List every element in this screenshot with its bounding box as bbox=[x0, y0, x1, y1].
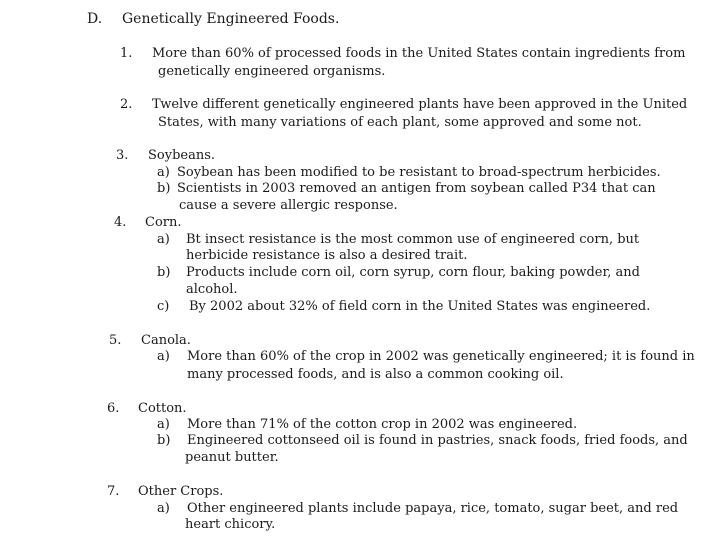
section-title: Genetically Engineered Foods. bbox=[122, 11, 340, 27]
subitem-text-line: many processed foods, and is also a common cooking oil. bbox=[187, 367, 564, 382]
subitem-label: a) bbox=[157, 417, 170, 432]
item-number: 3. bbox=[116, 148, 129, 163]
subitem-text-line: Engineered cottonseed oil is found in pastries, snack foods, fried foods, and bbox=[187, 433, 688, 448]
item-title: Corn. bbox=[145, 215, 182, 230]
item-text-line: States, with many variations of each plant, some approved and some not. bbox=[158, 115, 642, 130]
subitem-text-line: alcohol. bbox=[186, 282, 238, 297]
subitem-label: a) bbox=[157, 349, 170, 364]
item-text-line: Twelve different genetically engineered plants have been approved in the United bbox=[152, 97, 688, 112]
subitem-text-line: More than 60% of the crop in 2002 was genetically engineered; it is found in bbox=[187, 349, 695, 364]
subitem-label: a) bbox=[157, 232, 170, 247]
subitem-text-line: herbicide resistance is also a desired trait. bbox=[186, 248, 468, 263]
item-number: 1. bbox=[120, 46, 133, 61]
subitem-text-line: Scientists in 2003 removed an antigen from soybean called P34 that can bbox=[177, 181, 656, 196]
subitem-text-line: cause a severe allergic response. bbox=[179, 198, 398, 213]
item-title: Cotton. bbox=[138, 401, 187, 416]
subitem-label: b) bbox=[157, 265, 171, 280]
subitem-label: a) bbox=[157, 501, 170, 516]
subitem-text-line: Soybean has been modified to be resistant to broad-spectrum herbicides. bbox=[177, 165, 661, 180]
subitem-label: c) bbox=[157, 299, 170, 314]
subitem-text-line: Other engineered plants include papaya, rice, tomato, sugar beet, and red bbox=[187, 501, 679, 516]
item-number: 7. bbox=[107, 484, 120, 499]
subitem-label: a) bbox=[157, 165, 170, 180]
subitem-text-line: More than 71% of the cotton crop in 2002 was engineered. bbox=[187, 417, 578, 432]
item-title: Canola. bbox=[141, 333, 191, 348]
item-number: 4. bbox=[114, 215, 127, 230]
subitem-label: b) bbox=[157, 181, 171, 196]
item-number: 5. bbox=[109, 333, 122, 348]
subitem-label: b) bbox=[157, 433, 171, 448]
section-letter: D. bbox=[87, 11, 103, 27]
subitem-text-line: Bt insect resistance is the most common use of engineered corn, but bbox=[186, 232, 640, 247]
subitem-text-line: Products include corn oil, corn syrup, corn flour, baking powder, and bbox=[186, 265, 640, 280]
item-title: Soybeans. bbox=[148, 148, 216, 163]
item-number: 2. bbox=[120, 97, 133, 112]
subitem-text-line: peanut butter. bbox=[185, 450, 279, 465]
item-title: Other Crops. bbox=[138, 484, 224, 499]
subitem-text-line: By 2002 about 32% of field corn in the United States was engineered. bbox=[189, 299, 651, 314]
item-text-line: genetically engineered organisms. bbox=[158, 64, 386, 79]
subitem-text-line: heart chicory. bbox=[185, 517, 276, 532]
item-number: 6. bbox=[107, 401, 120, 416]
item-text-line: More than 60% of processed foods in the United States contain ingredients from bbox=[152, 46, 686, 61]
